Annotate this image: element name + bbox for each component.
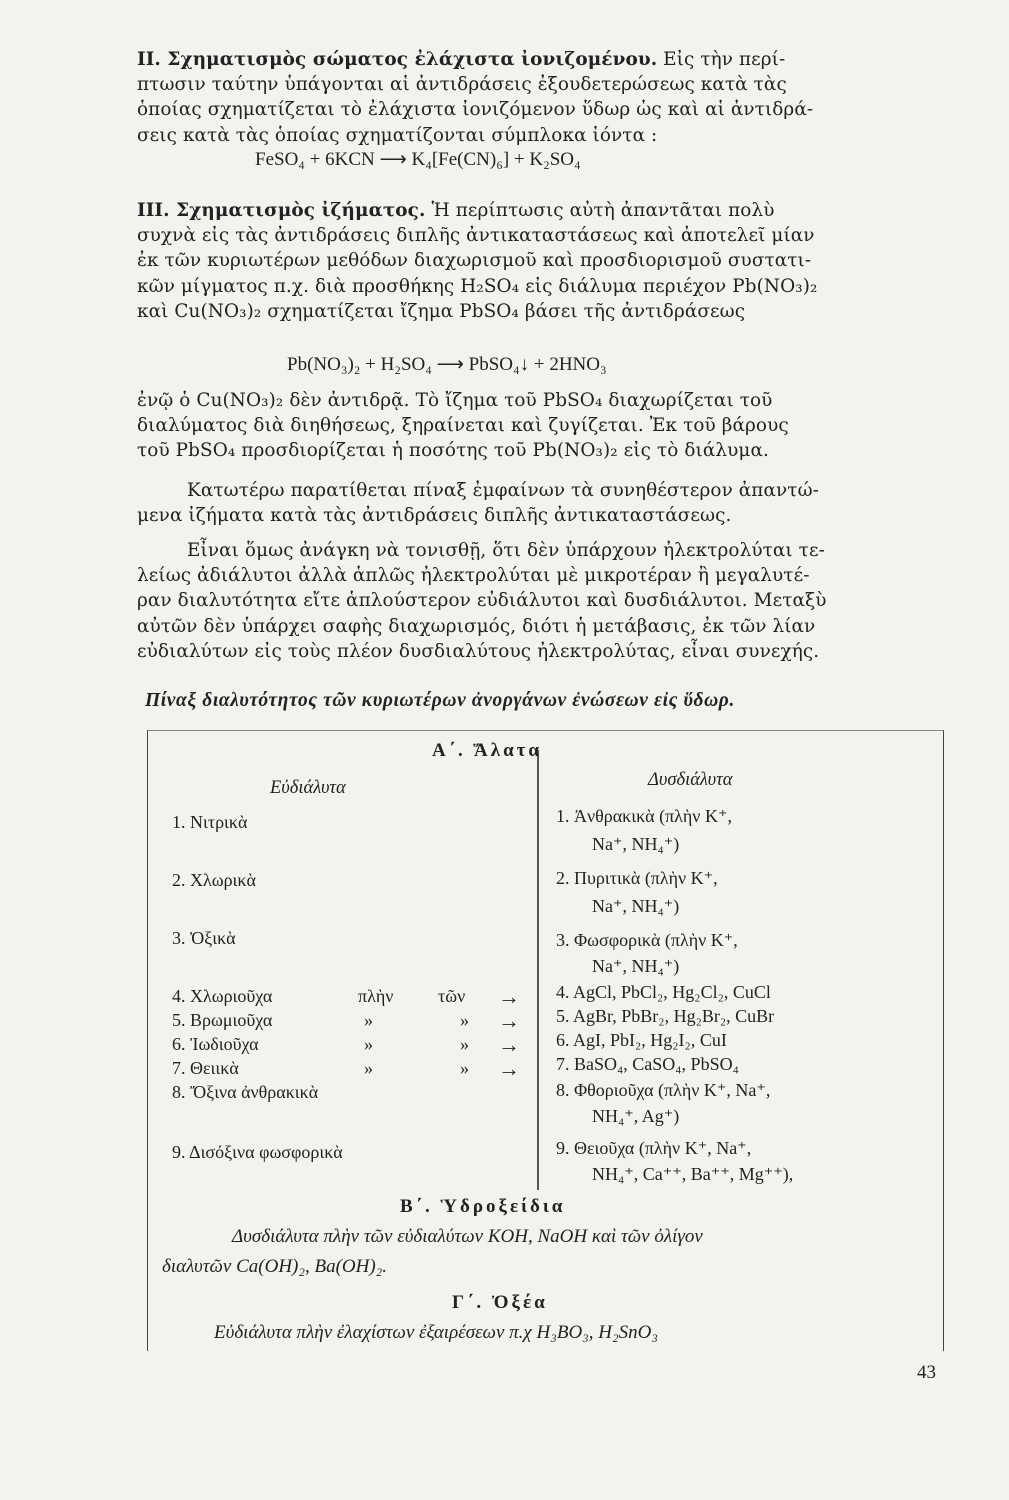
solubility-note-paragraph: Εἶναι ὅμως ἀνάγκη νὰ τονισθῇ, ὅτι δὲν ὑπάρχουν ἠλεκτρολύται τε- λείως ἀδιάλυτοι ἀλλὰ ἁπλῶς ἠλεκτρολύται μὲ μικροτέραν ἢ μεγαλυτέ- ραν διαλυτότητα εἴτε ἁπλούστερον εὐδιάλυτοι καὶ δυσδιάλυτοι. Μεταξὺ αὐτῶν δὲν ὑπάρχει σαφὴς διαχωρισμός, διότι ἡ μετάβασις, ἐκ τῶν λίαν εὐδιαλύτων εἰς τοὺς πλέον δυσδιαλύτους ἠλεκτρολύτας, εἶναι συνεχής. — [137, 540, 827, 662]
left-item: 9. Δισόξινα φωσφορικὰ — [172, 1142, 343, 1162]
section-2-paragraph: II. Σχηματισμὸς σώματος ἐλάχιστα ἰονιζομένου. Εἰς τὴν περί- πτωσιν ταύτην ὑπάγονται αἱ ἀντιδράσεις ἐξουδετερώσεως κατὰ τὰς ὁποίας σχηματίζεται τὸ ἐλάχιστα ἰονιζόμενον ὕδωρ ὡς καὶ αἱ ἀντιδρά- σεις κατὰ τὰς ὁποίας σχηματίζονται σύμπλοκα ἰόντα : — [137, 49, 814, 146]
table-column-divider — [537, 750, 539, 1190]
left-item: 1. Νιτρικὰ — [172, 812, 248, 832]
left-item: 4. Χλωριοῦχα — [172, 986, 273, 1006]
equation-lead-sulfate: Pb(NO₃)₂ + H₂SO₄ ⟶ PbSO₄↓ + 2HNO₃ — [287, 354, 607, 375]
ditto-mark: » — [460, 1034, 469, 1054]
ditto-mark: » — [364, 1010, 373, 1030]
section-a-title: Α΄. Ἅλατα — [432, 740, 543, 761]
right-item: Na⁺, NH₄⁺) — [592, 896, 680, 916]
right-item: 2. Πυριτικὰ (πλὴν K⁺, — [556, 868, 718, 888]
section-3-paragraph: III. Σχηματισμὸς ἰζήματος. Ἡ περίπτωσις αὐτὴ ἀπαντᾶται πολὺ συχνὰ εἰς τὰς ἀντιδράσεις διπλῆς ἀντικαταστάσεως καὶ ἀποτελεῖ μίαν ἐκ τῶν κυριωτέρων μεθόδων διαχωρισμοῦ καὶ προσδιορισμοῦ συστατι- κῶν μίγματος π.χ. διὰ προσθήκης H₂SO₄ εἰς διάλυμα περιέχον Pb(NO₃)₂ καὶ Cu(NO₃)₂ σχηματίζεται ἴζημα PbSO₄ βάσει τῆς ἀντιδράσεως — [137, 200, 818, 322]
left-item: 8. Ὄξινα ἀνθρακικὰ — [172, 1082, 319, 1102]
arrow-icon: → — [498, 1056, 520, 1081]
left-item: 6. Ἰωδιοῦχα — [172, 1034, 259, 1054]
left-item: 2. Χλωρικὰ — [172, 870, 256, 890]
right-item: 6. AgI, PbI₂, Hg₂I₂, CuI — [556, 1030, 727, 1050]
table-caption: Πίναξ διαλυτότητος τῶν κυριωτέρων ἀνοργάνων ἐνώσεων εἰς ὕδωρ. — [145, 690, 735, 711]
arrow-icon: → — [498, 1032, 520, 1057]
right-item: 3. Φωσφορικὰ (πλὴν K⁺, — [556, 930, 738, 950]
section-2-heading: II. Σχηματισμὸς σώματος ἐλάχιστα ἰονιζομένου. — [137, 49, 658, 70]
right-item: 9. Θειοῦχα (πλὴν K⁺, Na⁺, — [556, 1138, 752, 1158]
right-item: 7. BaSO₄, CaSO₄, PbSO₄ — [556, 1054, 739, 1074]
ditto-mark: » — [364, 1034, 373, 1054]
column-soluble-header: Εὐδιάλυτα — [270, 778, 346, 798]
section-b-line-1: Δυσδιάλυτα πλὴν τῶν εὐδιαλύτων KOH, NaOH καὶ τῶν ὀλίγον — [232, 1226, 703, 1247]
ditto-mark: » — [460, 1010, 469, 1030]
right-item: 4. AgCl, PbCl₂, Hg₂Cl₂, CuCl — [556, 982, 771, 1002]
section-c-title: Γ΄. Ὀξέα — [452, 1292, 548, 1313]
table-intro-paragraph: Κατωτέρω παρατίθεται πίναξ ἐμφαίνων τὰ συνηθέστερον ἀπαντώ- μενα ἰζήματα κατὰ τὰς ἀντιδράσεις διπλῆς ἀντικαταστάσεως. — [137, 480, 819, 527]
section-b-title: Β΄. Ὑδροξείδια — [400, 1196, 566, 1217]
section-b-line-2: διαλυτῶν Ca(OH)₂, Ba(OH)₂. — [162, 1256, 388, 1277]
right-item: Na⁺, NH₄⁺) — [592, 834, 680, 854]
left-item: 5. Βρωμιοῦχα — [172, 1010, 273, 1030]
ditto-mark: » — [460, 1058, 469, 1078]
arrow-icon: → — [498, 984, 520, 1009]
section-3-continuation: ἐνῷ ὁ Cu(NO₃)₂ δὲν ἀντιδρᾷ. Τὸ ἴζημα τοῦ PbSO₄ διαχωρίζεται τοῦ διαλύματος διὰ διηθήσεως, ξηραίνεται καὶ ζυγίζεται. Ἐκ τοῦ βάρους τοῦ PbSO₄ προσδιορίζεται ἡ ποσότης τοῦ Pb(NO₃)₂ εἰς τὸ διάλυμα. — [137, 390, 789, 462]
right-item: 5. AgBr, PbBr₂, Hg₂Br₂, CuBr — [556, 1006, 775, 1026]
section-c-line: Εὐδιάλυτα πλὴν ἐλαχίστων ἐξαιρέσεων π.χ H₃BO₃, H₂SnO₃ — [214, 1322, 658, 1343]
left-item: 7. Θειικὰ — [172, 1058, 239, 1078]
section-3-heading: III. Σχηματισμὸς ἰζήματος. — [137, 200, 426, 221]
right-item: 1. Ἀνθρακικὰ (πλὴν K⁺, — [556, 806, 732, 826]
right-item: 8. Φθοριοῦχα (πλὴν K⁺, Na⁺, — [556, 1080, 771, 1100]
except-word: πλὴν — [358, 986, 394, 1006]
of-word: τῶν — [438, 986, 466, 1006]
equation-ferrocyanide: FeSO₄ + 6KCN ⟶ K₄[Fe(CN)₆] + K₂SO₄ — [255, 149, 581, 170]
right-item: NH₄⁺, Ag⁺) — [592, 1106, 680, 1126]
left-item: 3. Ὀξικὰ — [172, 928, 236, 948]
right-item: NH₄⁺, Ca⁺⁺, Ba⁺⁺, Mg⁺⁺), — [592, 1164, 794, 1184]
page-number: 43 — [917, 1362, 936, 1383]
column-insoluble-header: Δυσδιάλυτα — [648, 770, 733, 790]
ditto-mark: » — [364, 1058, 373, 1078]
right-item: Na⁺, NH₄⁺) — [592, 956, 680, 976]
arrow-icon: → — [498, 1008, 520, 1033]
